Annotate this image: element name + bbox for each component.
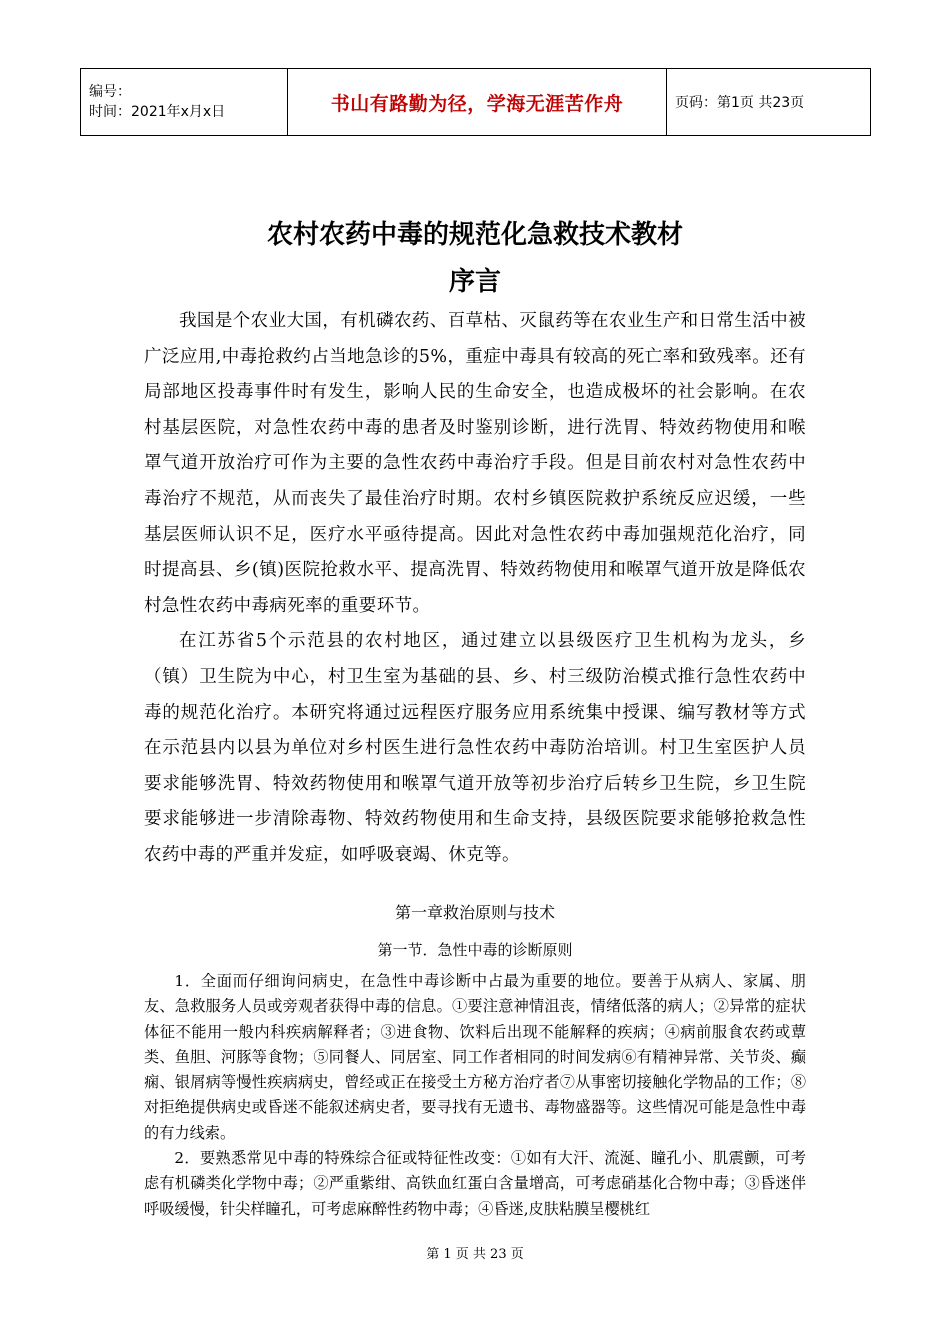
chapter-heading: 第一章救治原则与技术 bbox=[394, 903, 555, 922]
header-meta-cell bbox=[81, 69, 288, 136]
section-heading: 第一节．急性中毒的诊断原则 bbox=[377, 941, 573, 959]
document-number-label: 编号： bbox=[89, 84, 131, 100]
preface-paragraph-2: 在江苏省5个示范县的农村地区，通过建立以县级医疗卫生机构为龙头，乡（镇）卫生院为中心，村卫生室为基础的县、乡、村三级防治模式推行急性农药中毒的规范化治疗。本研究将通过远程医疗服务应用系统集中授课、编写教材等方式在示范县内以县为单位对乡村医生进行急性农药中毒防治培训。村卫生室医护人员要求能够洗胃、特效药物使用和喉罩气道开放等初步治疗后转乡卫生院，乡卫生院要求能够进一步清除毒物、特效药物使用和生命支持，县级医院要求能够抢救急性农药中毒的严重并发症，如呼吸衰竭、休克等。 bbox=[144, 631, 806, 865]
preface-heading: 序言 bbox=[448, 267, 501, 297]
preface-body bbox=[144, 304, 806, 874]
preface-paragraph-1: 我国是个农业大国，有机磷农药、百草枯、灭鼠药等在农业生产和日常生活中被广泛应用,中毒抢救约占当地急诊的5%，重症中毒具有较高的死亡率和致残率。还有局部地区投毒事件时有发生，影响人民的生命安全，也造成极坏的社会影响。在农村基层医院，对急性农药中毒的患者及时鉴别诊断，进行洗胃、特效药物使用和喉罩气道开放治疗可作为主要的急性农药中毒治疗手段。但是目前农村对急性农药中毒治疗不规范，从而丧失了最佳治疗时期。农村乡镇医院救护系统反应迟缓，一些基层医师认识不足，医疗水平亟待提高。因此对急性农药中毒加强规范化治疗，同时提高县、乡(镇)医院抢救水平、提高洗胃、特效药物使用和喉罩气道开放是降低农村急性农药中毒病死率的重要环节。 bbox=[144, 311, 806, 616]
document-time-label: 时间：2021年x月x日 bbox=[89, 104, 226, 120]
principle-item-1: 1．全面而仔细询问病史，在急性中毒诊断中占最为重要的地位。要善于从病人、家属、朋友、急救服务人员或旁观者获得中毒的信息。①要注意神情沮丧，情绪低落的病人；②异常的症状体征不能用一般内科疾病解释者；③进食物、饮料后出现不能解释的疾病；④病前服食农药或蕈类、鱼胆、河豚等食物；⑤同餐人、同居室、同工作者相同的时间发病⑥有精神异常、关节炎、癫痫、银屑病等慢性疾病病史，曾经或正在接受土方秘方治疗者⑦从事密切接触化学物品的工作；⑧对拒绝提供病史或昏迷不能叙述病史者，要寻找有无遗书、毒物盛器等。这些情况可能是急性中毒的有力线索。 bbox=[144, 972, 806, 1142]
header-page-info: 页码：第1页 共23页 bbox=[667, 69, 871, 136]
principle-item-2: 2．要熟悉常见中毒的特殊综合征或特征性改变：①如有大汗、流涎、瞳孔小、肌震颤，可考虑有机磷类化学物中毒；②严重紫绀、高铁血红蛋白含量增高，可考虑硝基化合物中毒；③昏迷伴呼吸缓慢，针尖样瞳孔，可考虑麻醉性药物中毒；④昏迷,皮肤粘膜呈樱桃红 bbox=[144, 1149, 806, 1218]
page-footer: 第 1 页 共 23 页 bbox=[426, 1247, 524, 1262]
header-motto: 书山有路勤为径，学海无涯苦作舟 bbox=[288, 69, 667, 136]
section-body bbox=[144, 969, 806, 1222]
document-title: 农村农药中毒的规范化急救技术教材 bbox=[266, 220, 683, 250]
header-table bbox=[80, 68, 871, 136]
